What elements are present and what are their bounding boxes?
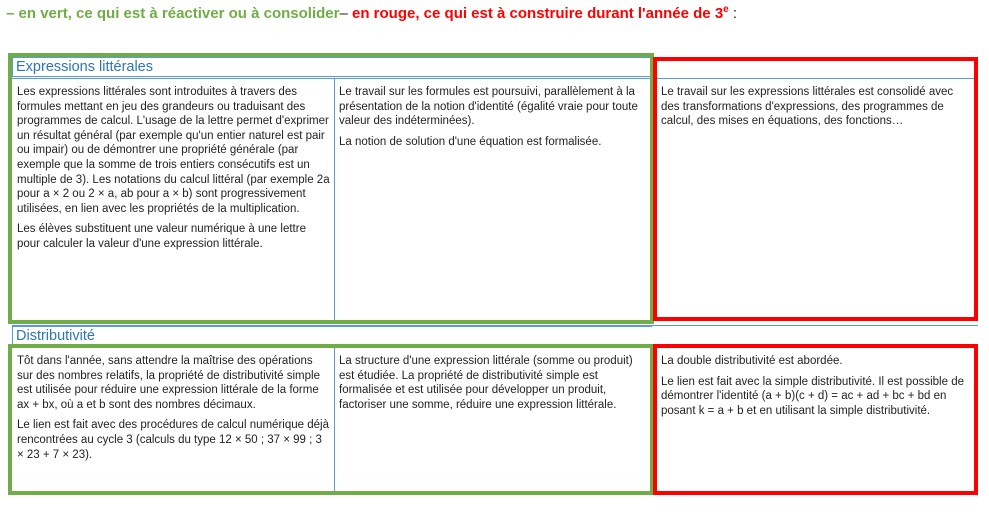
section-2-top-rule bbox=[12, 325, 978, 326]
paragraph: Le travail sur les formules est poursuivi, parallèlement à la présentation de la notion d'identité (égalité vraie pour toute valeur des indéterminées). bbox=[339, 86, 638, 128]
paragraph: La double distributivité est abordée. bbox=[661, 355, 843, 367]
paragraph: Le lien est fait avec des procédures de calcul numérique déjà rencontrées au cycle 3 (calculs du type 12 × 50 ; 37 × 99 ; 3 × 23 + 7 × 23). bbox=[17, 419, 329, 461]
legend-separator: – bbox=[339, 5, 352, 22]
green-frame-distributivite bbox=[8, 344, 654, 495]
paragraph: Le travail sur les expressions littérales est consolidé avec des transformations d'expressions, des programmes de calcul, des mises en équations, des fonctions… bbox=[661, 86, 954, 128]
red-frame-distributivite bbox=[653, 344, 978, 495]
paragraph: Les expressions littérales sont introduites à travers des formules mettant en jeu des grandeurs ou traduisant des programmes de calcul. L'usage de la lettre permet d'exprimer un résultat général (par exemple qu'un entier naturel est pair ou impair) ou de démontrer une propriété générale (par exemple que la somme de trois entiers consécutifs est un multiple de 3). Les notations du calcul littéral (par exemple 2a pour a × 2 ou 2 × a, ab pour a × b) sont progressivement utilisées, en lien avec les propriétés de la multiplication. bbox=[17, 86, 330, 215]
paragraph: Tôt dans l'année, sans attendre la maîtrise des opérations sur des nombres relatifs, la propriété de distributivité simple est utilisée pour réduire une expression littérale de la forme ax + bx, où a et b sont des nombres décimaux. bbox=[17, 355, 320, 411]
paragraph: Le lien est fait avec la simple distributivité. Il est possible de démontrer l'identité (a + b)(c + d) = ac + ad + bc + bd en posant k = a + b et en utilisant la simple distributivité. bbox=[661, 375, 964, 417]
legend bbox=[6, 4, 737, 22]
paragraph: La structure d'une expression littérale (somme ou produit) est étudiée. La propriété de distributivité simple est formalisée et est utilisée pour développer un produit, factoriser une somme, réduire une expression littérale. bbox=[339, 355, 633, 411]
legend-red-text: en rouge, ce qui est à construire durant l'année de 3 bbox=[352, 5, 724, 22]
paragraph: La notion de solution d'une équation est formalisée. bbox=[339, 135, 602, 148]
legend-prefix: – bbox=[6, 5, 19, 22]
section-title-distributivite: Distributivité bbox=[12, 326, 652, 346]
paragraph: Les élèves substituent une valeur numérique à une lettre pour calculer la valeur d'une expression littérale. bbox=[17, 223, 306, 250]
legend-suffix: : bbox=[728, 5, 738, 22]
legend-green-text: en vert, ce qui est à réactiver ou à consolider bbox=[18, 5, 340, 22]
section-title-expressions: Expressions littérales bbox=[12, 57, 652, 77]
red-frame-expressions bbox=[653, 57, 978, 321]
green-frame-expressions bbox=[8, 53, 654, 324]
legend-red-sup: e bbox=[723, 4, 729, 15]
